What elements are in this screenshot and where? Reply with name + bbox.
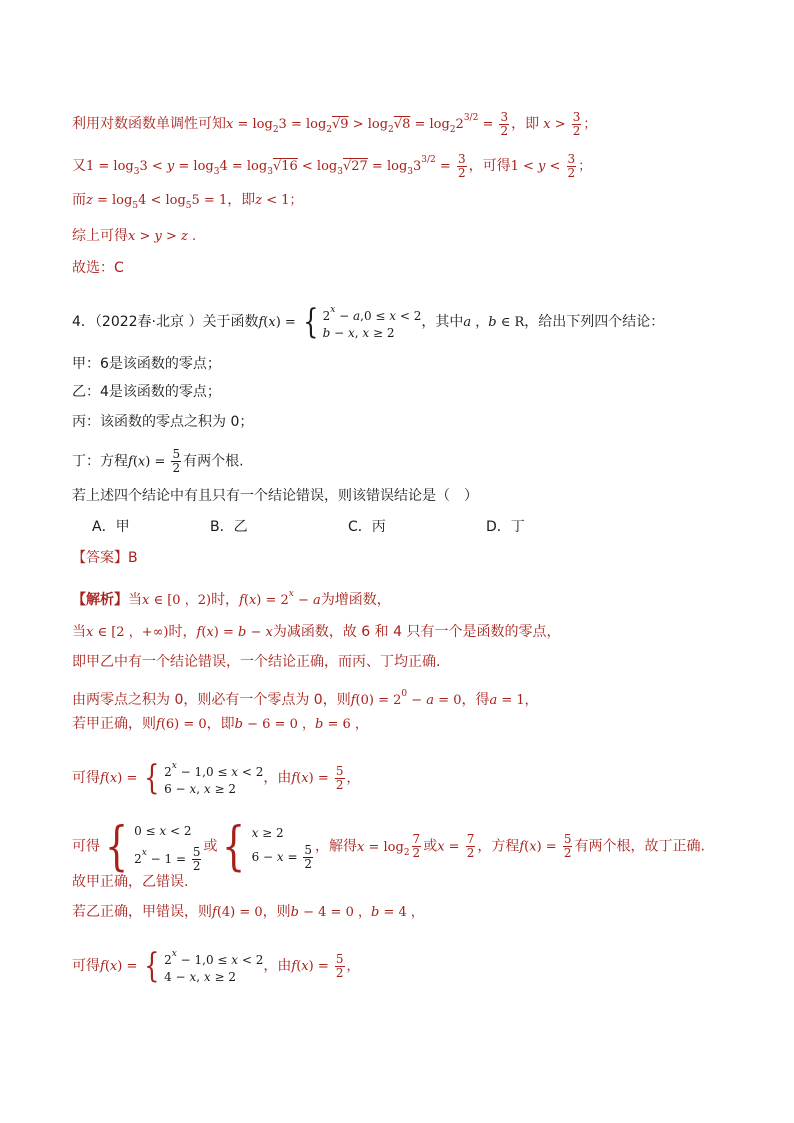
question-prompt: 若上述四个结论中有且只有一个结论错误，则该错误结论是（ ）	[72, 488, 478, 504]
option-b[interactable]: B．乙	[210, 519, 248, 535]
analysis-line-7: 可得 { 0 ≤ x < 2 $2^x - 1$ = $\frac{5}{2}$ 或 { x ≥ 2 6 − x = $\frac{5}{2}$ ，解得$x = \log_2$ $\frac{7}{2}$ 或x = $\frac{7}{2}$ ，方程f(x) = $\frac{5}{2}$ 有两个根，故丁正确.	[72, 816, 705, 877]
conclusion-bing: 丙：该函数的零点之积为 0；	[72, 414, 254, 430]
answer-label: 【答案】B	[72, 550, 138, 566]
option-c[interactable]: C．丙	[348, 519, 386, 535]
math-z-log: $z = \log_54 < \log_55 = 1$	[86, 193, 228, 211]
line1-text: 利用对数函数单调性可知	[72, 116, 226, 132]
analysis-line-3: 即甲乙中有一个结论错误，一个结论正确，而丙、丁均正确.	[72, 654, 441, 670]
analysis-line-6: 可得f(x) = { $2^x - 1,0 \le x < 2$ 6 − x, x ≥ 2 ，由f(x) = $\frac{5}{2}$ ，	[72, 758, 360, 798]
option-d[interactable]: D．丁	[486, 519, 525, 535]
analysis-line-9: 若乙正确，甲错误，则f(4) = 0，则b − 4 = 0 ，b = 4 ，	[72, 904, 424, 920]
analysis-line-1: 【解析】当x ∈ [0 ，2)时，$f(x) = 2^x - a$为增函数，	[72, 589, 391, 608]
text-line-monotonic: 利用对数函数单调性可知$x = \log_23 = \log_2√9 > \log_2√8 = \log_22^{3/2}$ = $\frac{3}{2}$ ，即 x > $\frac{3}{2}$ ；	[72, 109, 597, 138]
text-line-z-range: 而$z = \log_54 < \log_55 = 1$，即z < 1；	[72, 192, 303, 211]
conclusion-ding: 丁：方程f(x) = $\frac{5}{2}$ 有两个根.	[72, 447, 244, 475]
text-line-conclusion: 综上可得x > y > z .	[72, 228, 197, 244]
analysis-line-10: 可得f(x) = { $2^x - 1,0 \le x < 2$ 4 − x, x ≥ 2 ，由f(x) = $\frac{5}{2}$ ，	[72, 946, 360, 986]
math-y-log: $1 = \log_33 < y = \log_34 = \log_3√16 < \log_3√27 = \log_33^{3/2}$ =	[86, 155, 455, 177]
analysis-line-5: 若甲正确，则f(6) = 0，即b − 6 = 0 ，b = 6 ，	[72, 716, 368, 732]
option-a[interactable]: A．甲	[92, 519, 130, 535]
math-x-log: $x = \log_23 = \log_2√9 > \log_2√8 = \log_22^{3/2}$ =	[226, 113, 498, 135]
conclusion-yi: 乙：4是该函数的零点；	[72, 384, 221, 400]
analysis-line-8: 故甲正确，乙错误.	[72, 874, 189, 890]
frac-3-2: $\frac{3}{2}$	[500, 109, 509, 138]
question-4-stem: 4．（2022春·北京 ）关于函数f(x) = { $2^x - a,0 \le x < 2$ b − x, x ≥ 2 ，其中a ，b ∈ R，给出下列四个结论：	[72, 302, 665, 342]
conclusion-jia: 甲：6是该函数的零点；	[72, 356, 221, 372]
text-line-y-range: 又$1 = \log_33 < y = \log_34 = \log_3√16 < \log_3√27 = \log_33^{3/2}$ = $\frac{3}{2}$ ，可得1 < y < $\frac{3}{2}$ ；	[72, 151, 592, 180]
text-line-choice: 故选：C	[72, 260, 124, 276]
analysis-line-2: 当x ∈ [2 ，+∞)时，f(x) = b − x为减函数，故 6 和 4 只有一个是函数的零点，	[72, 624, 561, 640]
piecewise-function: { $2^x - a,0 \le x < 2$ b − x, x ≥ 2	[303, 302, 422, 342]
analysis-line-4: 由两零点之积为 0，则必有一个零点为 0，则$f(0) = 2^0 - a = 0$，得a = 1，	[72, 689, 538, 708]
